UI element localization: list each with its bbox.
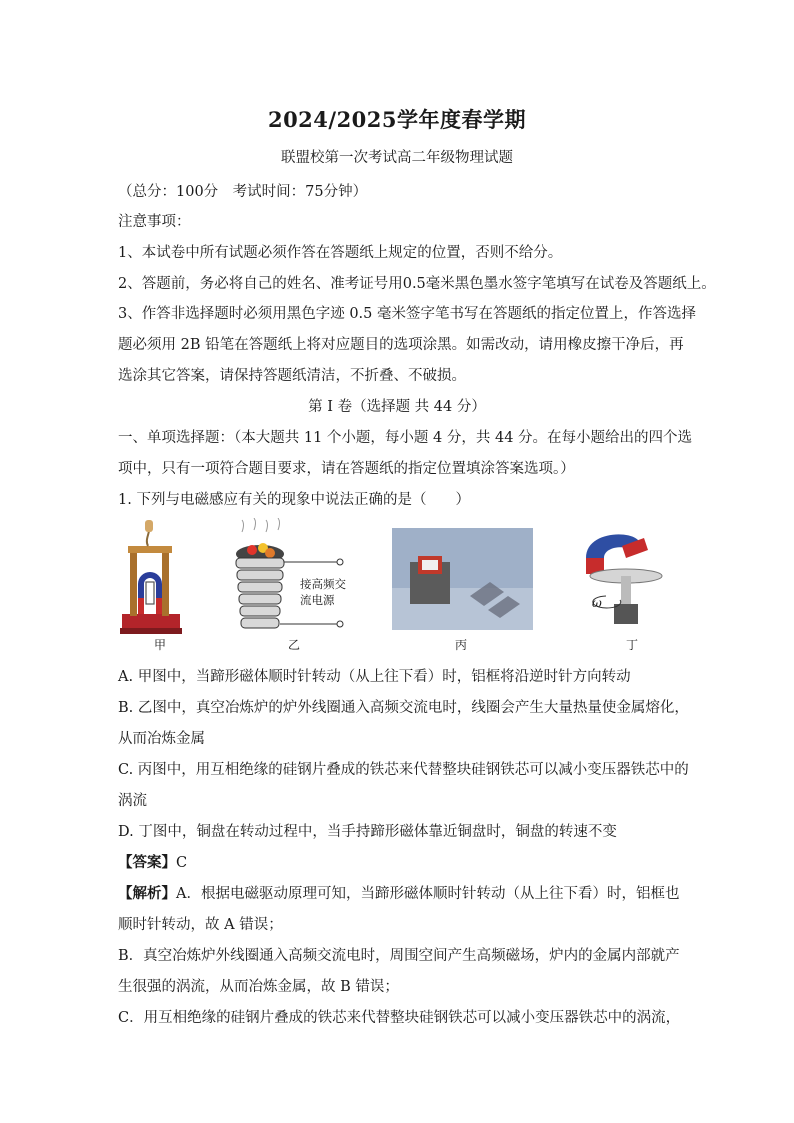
question-figure [118, 518, 678, 653]
section-title: 第 I 卷（选择题 共 44 分） [308, 399, 486, 415]
omega-label: ω [592, 596, 602, 610]
analysis-line1 [118, 882, 679, 903]
figure-jia [120, 520, 182, 634]
figure-power-label-line2: 流电源 [300, 593, 335, 607]
notice-item-3-line1: 3、作答非选择题时必须用黑色字迹 0.5 毫米签字笔书写在答题纸的指定位置上，作答选择 [118, 306, 696, 322]
figure-power-label [300, 576, 346, 608]
answer-tag: 【答案】 [118, 854, 176, 871]
notice-item-2: 2、答题前，务必将自己的姓名、准考证号用0.5毫米黑色墨水签字笔填写在试卷及答题纸上。 [118, 276, 716, 292]
figure-label-ding: 丁 [626, 638, 639, 652]
option-c-line2: 涡流 [118, 793, 147, 809]
figure-ding [586, 534, 662, 624]
analysis-line4: 生很强的涡流，从而冶炼金属，故 B 错误； [118, 979, 399, 995]
analysis-text-1: A．根据电磁驱动原理可知，当蹄形磁体顺时针转动（从上往下看）时，铝框也 [176, 886, 680, 902]
option-d: D. 丁图中，铜盘在转动过程中，当手持蹄形磁体靠近铜盘时，铜盘的转速不变 [118, 824, 617, 840]
figure-label-jia: 甲 [154, 638, 167, 652]
figure-illustrations [118, 518, 678, 653]
option-b-line2: 从而冶炼金属 [118, 731, 205, 747]
notice-item-3-line2: 题必须用 2B 铅笔在答题纸上将对应题目的选项涂黑。如需改动，请用橡皮擦干净后，再 [118, 337, 684, 353]
figure-yi [236, 518, 343, 628]
question-stem: 1. 下列与电磁感应有关的现象中说法正确的是（ ） [118, 492, 470, 508]
analysis-line2: 顺时针转动，故 A 错误； [118, 917, 283, 933]
figure-power-label-line1: 接高频交 [300, 577, 346, 591]
section-intro-line2: 项中，只有一项符合题目要求，请在答题纸的指定位置填涂答案选项。） [118, 461, 575, 477]
notice-item-1: 1、本试卷中所有试题必须作答在答题纸上规定的位置，否则不给分。 [118, 245, 563, 261]
option-a: A. 甲图中，当蹄形磁体顺时针转动（从上往下看）时，铝框将沿逆时针方向转动 [118, 669, 631, 685]
answer-value: C [176, 855, 188, 871]
section-intro-line1: 一、单项选择题：（本大题共 11 个小题，每小题 4 分，共 44 分。在每小题给出的四个选 [118, 430, 693, 446]
analysis-tag: 【解析】 [118, 885, 176, 902]
figure-bing [392, 528, 533, 630]
figure-label-bing: 丙 [455, 638, 468, 652]
option-b-line1: B. 乙图中，真空冶炼炉的炉外线圈通入高频交流电时，线圈会产生大量热量使金属熔化， [118, 700, 689, 716]
option-c-line1: C. 丙图中，用互相绝缘的硅钢片叠成的铁芯来代替整块硅钢铁芯可以减小变压器铁芯中的 [118, 762, 689, 778]
notice-heading: 注意事项： [118, 214, 191, 230]
page-title: 2024/2025学年度春学期 [267, 107, 527, 132]
notice-item-3-line3: 选涂其它答案，请保持答题纸清洁，不折叠、不破损。 [118, 368, 466, 384]
figure-label-yi: 乙 [288, 638, 301, 652]
answer-line [118, 851, 187, 872]
analysis-line3: B．真空冶炼炉外线圈通入高频交流电时，周围空间产生高频磁场，炉内的金属内部就产 [118, 948, 680, 964]
exam-subtitle: 联盟校第一次考试高二年级物理试题 [281, 150, 513, 166]
exam-info: （总分：100分 考试时间：75分钟） [118, 184, 368, 200]
analysis-line5: C．用互相绝缘的硅钢片叠成的铁芯来代替整块硅钢铁芯可以减小变压器铁芯中的涡流， [118, 1010, 681, 1026]
